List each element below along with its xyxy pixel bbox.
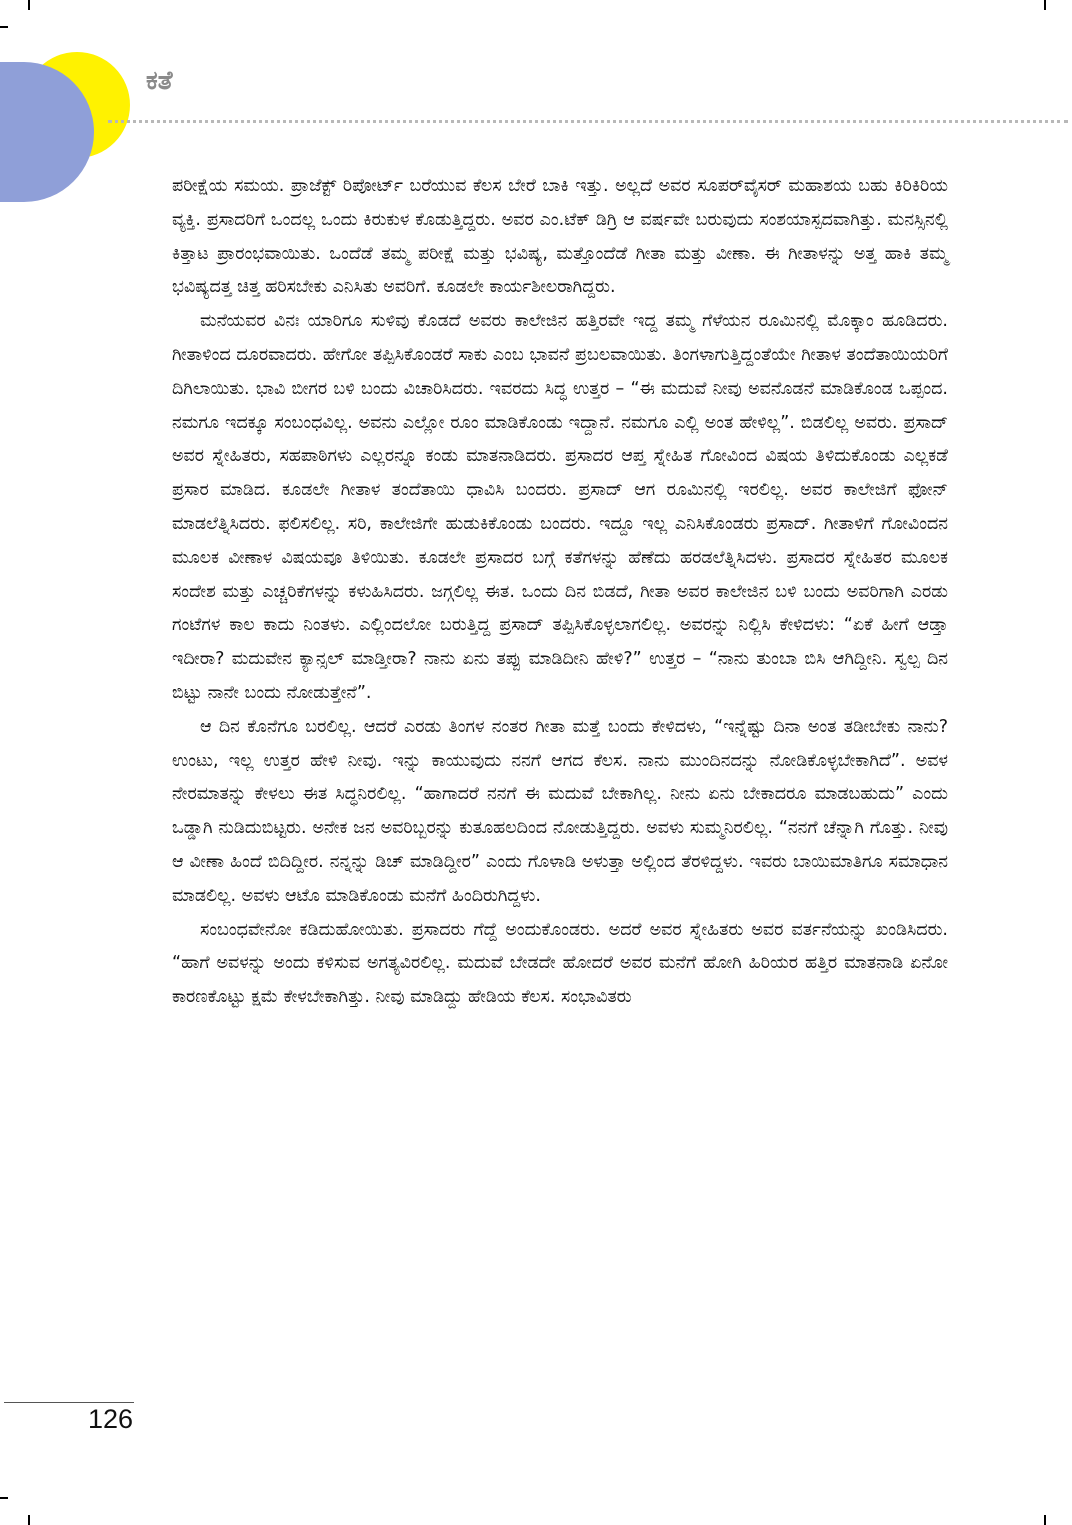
paragraph: ಸಂಬಂಧವೇನೋ ಕಡಿದುಹೋಯಿತು. ಪ್ರಸಾದರು ಗೆದ್ದೆ ಅಂದುಕೊಂಡರು. ಅದರೆ ಅವರ ಸ್ನೇಹಿತರು ಅವರ ವರ್ತನೆಯನ್ನು ಖಂಡಿಸಿದರು. “ಹಾಗೆ ಅವಳನ್ನು ಅಂದು ಕಳಿಸುವ ಅಗತ್ಯವಿರಲಿಲ್ಲ. ಮದುವೆ ಬೇಡದೇ ಹೋದರೆ ಅವರ ಮನೆಗೆ ಹೋಗಿ ಹಿರಿಯರ ಹತ್ತಿರ ಮಾತನಾಡಿ ಏನೋ ಕಾರಣಕೊಟ್ಟು ಕ್ಷಮೆ ಕೇಳಬೇಕಾಗಿತ್ತು. ನೀವು ಮಾಡಿದ್ದು ಹೇಡಿಯ ಕೆಲಸ. ಸಂಭಾವಿತರು bbox=[172, 919, 948, 1008]
header-dotted-rule bbox=[108, 120, 1068, 123]
crop-mark-bottom-left bbox=[28, 1515, 30, 1525]
crop-mark-bottom-right bbox=[1044, 1515, 1046, 1525]
crop-mark-left-bottom bbox=[0, 1497, 8, 1499]
crop-mark-left-top bbox=[0, 26, 8, 28]
section-title: ಕತೆ bbox=[146, 66, 173, 96]
footer-rule bbox=[4, 1402, 134, 1403]
story-body bbox=[172, 170, 948, 1015]
page-number: 126 bbox=[88, 1404, 134, 1434]
paragraph: ಪರೀಕ್ಷೆಯ ಸಮಯ. ಪ್ರಾಜೆಕ್ಟ್ ರಿಪೋರ್ಟ್ ಬರೆಯುವ ಕೆಲಸ ಬೇರೆ ಬಾಕಿ ಇತ್ತು. ಅಲ್ಲದೆ ಅವರ ಸೂಪರ್‌ವೈಸರ್ ಮಹಾಶಯ ಬಹು ಕಿರಿಕಿರಿಯ ವ್ಯಕ್ತಿ. ಪ್ರಸಾದರಿಗೆ ಒಂದಲ್ಲ ಒಂದು ಕಿರುಕುಳ ಕೊಡುತ್ತಿದ್ದರು. ಅವರ ಎಂ.ಟೆಕ್ ಡಿಗ್ರಿ ಆ ವರ್ಷವೇ ಬರುವುದು ಸಂಶಯಾಸ್ಪದವಾಗಿತ್ತು. ಮನಸ್ಸಿನಲ್ಲಿ ಕಿತ್ತಾಟ ಪ್ರಾರಂಭವಾಯಿತು. ಒಂದೆಡೆ ತಮ್ಮ ಪರೀಕ್ಷೆ ಮತ್ತು ಭವಿಷ್ಯ, ಮತ್ತೊಂದೆಡೆ ಗೀತಾ ಮತ್ತು ವೀಣಾ. ಈ ಗೀತಾಳನ್ನು ಅತ್ತ ಹಾಕಿ ತಮ್ಮ ಭವಿಷ್ಯದತ್ತ ಚಿತ್ತ ಹರಿಸಬೇಕು ಎನಿಸಿತು ಅವರಿಗೆ. ಕೂಡಲೇ ಕಾರ್ಯಶೀಲರಾಗಿದ್ದರು. bbox=[172, 176, 948, 298]
paragraph: ಆ ದಿನ ಕೊನೆಗೂ ಬರಲಿಲ್ಲ. ಆದರೆ ಎರಡು ತಿಂಗಳ ನಂತರ ಗೀತಾ ಮತ್ತೆ ಬಂದು ಕೇಳಿದಳು, “ಇನ್ನೆಷ್ಟು ದಿನಾ ಅಂತ ತಡೀಬೇಕು ನಾನು? ಉಂಟು, ಇಲ್ಲ ಉತ್ತರ ಹೇಳಿ ನೀವು. ಇನ್ನು ಕಾಯುವುದು ನನಗೆ ಆಗದ ಕೆಲಸ. ನಾನು ಮುಂದಿನದನ್ನು ನೋಡಿಕೊಳ್ಳಬೇಕಾಗಿದೆ”. ಅವಳ ನೇರಮಾತನ್ನು ಕೇಳಲು ಈತ ಸಿದ್ಧನಿರಲಿಲ್ಲ. “ಹಾಗಾದರೆ ನನಗೆ ಈ ಮದುವೆ ಬೇಕಾಗಿಲ್ಲ. ನೀನು ಏನು ಬೇಕಾದರೂ ಮಾಡಬಹುದು” ಎಂದು ಒಡ್ಡಾಗಿ ನುಡಿದುಬಿಟ್ಟರು. ಅನೇಕ ಜನ ಅವರಿಬ್ಬರನ್ನು ಕುತೂಹಲದಿಂದ ನೋಡುತ್ತಿದ್ದರು. ಅವಳು ಸುಮ್ಮನಿರಲಿಲ್ಲ. “ನನಗೆ ಚೆನ್ನಾಗಿ ಗೊತ್ತು. ನೀವು ಆ ವೀಣಾ ಹಿಂದೆ ಬಿದಿದ್ದೀರ. ನನ್ನನ್ನು ಡಿಚ್ ಮಾಡಿದ್ದೀರ” ಎಂದು ಗೊಳಾಡಿ ಅಳುತ್ತಾ ಅಲ್ಲಿಂದ ತೆರಳಿದ್ದಳು. ಇವರು ಬಾಯಿಮಾತಿಗೂ ಸಮಾಧಾನ ಮಾಡಲಿಲ್ಲ. ಅವಳು ಆಟೊ ಮಾಡಿಕೊಂಡು ಮನೆಗೆ ಹಿಂದಿರುಗಿದ್ದಳು. bbox=[172, 716, 948, 906]
crop-mark-top-right bbox=[1044, 0, 1046, 10]
crop-mark-top-left bbox=[28, 0, 30, 10]
paragraph: ಮನೆಯವರ ವಿನಃ ಯಾರಿಗೂ ಸುಳಿವು ಕೊಡದೆ ಅವರು ಕಾಲೇಜಿನ ಹತ್ತಿರವೇ ಇದ್ದ ತಮ್ಮ ಗೆಳೆಯನ ರೂಮಿನಲ್ಲಿ ಮೊಕ್ಕಾಂ ಹೂಡಿದರು. ಗೀತಾಳಿಂದ ದೂರವಾದರು. ಹೇಗೋ ತಪ್ಪಿಸಿಕೊಂಡರೆ ಸಾಕು ಎಂಬ ಭಾವನೆ ಪ್ರಬಲವಾಯಿತು. ತಿಂಗಳಾಗುತ್ತಿದ್ದಂತೆಯೇ ಗೀತಾಳ ತಂದೆತಾಯಿಯರಿಗೆ ದಿಗಿಲಾಯಿತು. ಭಾವಿ ಬೀಗರ ಬಳಿ ಬಂದು ವಿಚಾರಿಸಿದರು. ಇವರದು ಸಿದ್ಧ ಉತ್ತರ – “ಈ ಮದುವೆ ನೀವು ಅವನೊಡನೆ ಮಾಡಿಕೊಂಡ ಒಪ್ಪಂದ. ನಮಗೂ ಇದಕ್ಕೂ ಸಂಬಂಧವಿಲ್ಲ. ಅವನು ಎಲ್ಲೋ ರೂಂ ಮಾಡಿಕೊಂಡು ಇದ್ದಾನೆ. ನಮಗೂ ಎಲ್ಲಿ ಅಂತ ಹೇಳಿಲ್ಲ”. ಬಿಡಲಿಲ್ಲ ಅವರು. ಪ್ರಸಾದ್ ಅವರ ಸ್ನೇಹಿತರು, ಸಹಪಾಠಿಗಳು ಎಲ್ಲರನ್ನೂ ಕಂಡು ಮಾತನಾಡಿದರು. ಪ್ರಸಾದರ ಆಪ್ತ ಸ್ನೇಹಿತ ಗೋವಿಂದ ವಿಷಯ ತಿಳಿದುಕೊಂಡು ಎಲ್ಲಕಡೆ ಪ್ರಸಾರ ಮಾಡಿದ. ಕೂಡಲೇ ಗೀತಾಳ ತಂದೆತಾಯಿ ಧಾವಿಸಿ ಬಂದರು. ಪ್ರಸಾದ್ ಆಗ ರೂಮಿನಲ್ಲಿ ಇರಲಿಲ್ಲ. ಅವರ ಕಾಲೇಜಿಗೆ ಫೋನ್ ಮಾಡಲೆತ್ನಿಸಿದರು. ಫಲಿಸಲಿಲ್ಲ. ಸರಿ, ಕಾಲೇಜಿಗೇ ಹುಡುಕಿಕೊಂಡು ಬಂದರು. ಇದ್ದೂ ಇಲ್ಲ ಎನಿಸಿಕೊಂಡರು ಪ್ರಸಾದ್. ಗೀತಾಳಿಗೆ ಗೋವಿಂದನ ಮೂಲಕ ವೀಣಾಳ ವಿಷಯವೂ ತಿಳಿಯಿತು. ಕೂಡಲೇ ಪ್ರಸಾದರ ಬಗ್ಗೆ ಕತೆಗಳನ್ನು ಹೆಣೆದು ಹರಡಲೆತ್ನಿಸಿದಳು. ಪ್ರಸಾದರ ಸ್ನೇಹಿತರ ಮೂಲಕ ಸಂದೇಶ ಮತ್ತು ಎಚ್ಚರಿಕೆಗಳನ್ನು ಕಳುಹಿಸಿದರು. ಜಗ್ಗಲಿಲ್ಲ ಈತ. ಒಂದು ದಿನ ಬಿಡದೆ, ಗೀತಾ ಅವರ ಕಾಲೇಜಿನ ಬಳಿ ಬಂದು ಅವರಿಗಾಗಿ ಎರಡು ಗಂಟೆಗಳ ಕಾಲ ಕಾದು ನಿಂತಳು. ಎಲ್ಲಿಂದಲೋ ಬರುತ್ತಿದ್ದ ಪ್ರಸಾದ್ ತಪ್ಪಿಸಿಕೊಳ್ಳಲಾಗಲಿಲ್ಲ. ಅವರನ್ನು ನಿಲ್ಲಿಸಿ ಕೇಳಿದಳು: “ಏಕೆ ಹೀಗೆ ಆಡ್ತಾ ಇದೀರಾ? ಮದುವೇನ ಕ್ಯಾನ್ಸಲ್ ಮಾಡ್ತೀರಾ? ನಾನು ಏನು ತಪ್ಪು ಮಾಡಿದೀನಿ ಹೇಳಿ?” ಉತ್ತರ – “ನಾನು ತುಂಬಾ ಬಿಸಿ ಆಗಿದ್ದೀನಿ. ಸ್ವಲ್ಪ ದಿನ ಬಿಟ್ಟು ನಾನೇ ಬಂದು ನೋಡುತ್ತೇನೆ”. bbox=[172, 311, 948, 703]
